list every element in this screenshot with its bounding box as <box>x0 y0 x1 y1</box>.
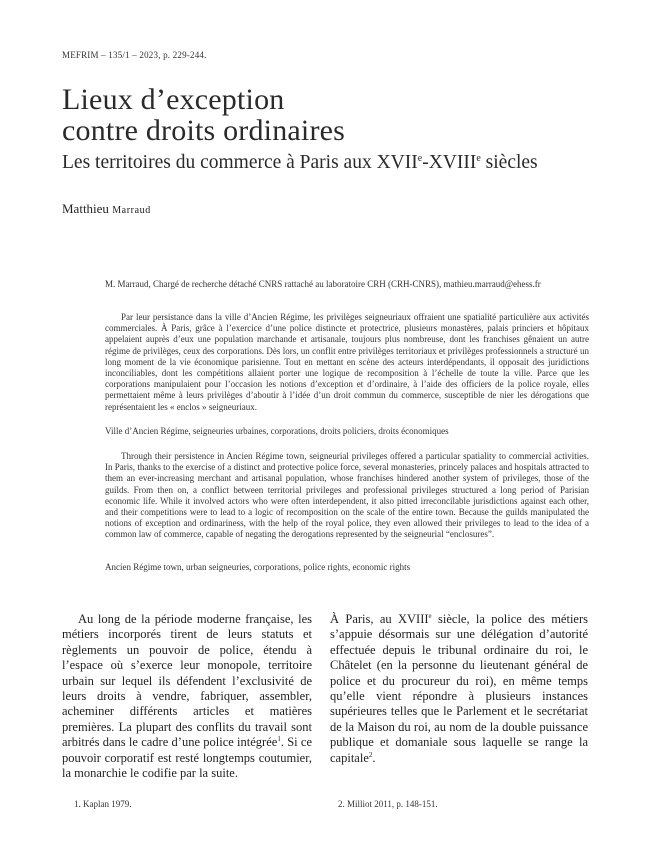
body-column-left <box>62 612 312 781</box>
title-line-1: Lieux d’exception <box>62 83 285 116</box>
subtitle-part-1: Les territoires du commerce à Paris aux XVII <box>62 152 418 173</box>
body-right-text-end: . <box>372 750 376 765</box>
body-right-text-a: À Paris, au XVIII <box>330 612 429 626</box>
author-name <box>62 201 151 217</box>
subtitle-sup-2: e <box>476 153 481 164</box>
body-left-text: Au long de la période moderne française, les métiers incorporés tirent de leurs statuts et règlements un pouvoir de police, étendu à l’espace où s’exerce leur monopole, territoire urbain sur lequel ils défendent l’exclusivité de leurs droits à vendre, fabriquer, assembler, acheminer différents articles et matières premières. La plupart des conflits du travail sont arbitrés dans le cadre d’une police intégrée <box>62 612 312 750</box>
keywords-french: Ville d’Ancien Régime, seigneuries urbaines, corporations, droits policiers, droits économiques <box>105 426 449 436</box>
subtitle-part-2: -XVIII <box>422 152 477 173</box>
footnote-1: 1. Kaplan 1979. <box>74 799 132 809</box>
author-affiliation: M. Marraud, Chargé de recherche détaché CNRS rattaché au laboratoire CRH (CRH-CNRS), mathieu.marraud@ehess.fr <box>105 279 541 289</box>
article-subtitle <box>62 152 538 174</box>
article-title <box>62 84 345 146</box>
footnote-ref-2[interactable]: 2 <box>368 750 373 759</box>
footnote-ref-1[interactable]: 1 <box>277 735 281 744</box>
title-line-2: contre droits ordinaires <box>62 114 346 147</box>
author-last-name: Marraud <box>112 205 151 216</box>
century-superscript: e <box>428 611 432 620</box>
abstract-english: Through their persistence in Ancien Régime town, seigneurial privileges offered a particular spatiality to commercial activities. In Paris, thanks to the exercise of a distinct and protective police force, several monasteries, princely palaces and hospitals attracted to them an ever-increasing merchant and artisanal population, whose franchises hindered another system of privileges, those of the guilds. From then on, a conflict between territorial privileges and professional privileges structured a long period of Parisian economic life. While it involved actors who were often interdependent, it also pitted irreconcilable jurisdictions against each other, and their competitions were to lead to a logic of recomposition on the scale of the entire town. Because the guilds manipulated the notions of exception and ordinariness, with the help of the royal police, they even allowed their privileges to lead to the idea of a common law of commerce, capable of negating the derogations represented by the seigneurial “enclosures”. <box>105 451 589 540</box>
footnote-2: 2. Milliot 2011, p. 148-151. <box>338 799 438 809</box>
subtitle-part-3: siècles <box>480 152 538 173</box>
body-column-right <box>330 612 588 766</box>
body-right-text-b: siècle, la police des métiers s’appuie désormais sur une délégation d’autorité effectuée depuis le tribunal ordinaire du roi, le Châtelet (en la personne du lieutenant général de police et du procureur du roi), en même temps qu’elle vient répondre à plusieurs instances supérieures telles que le Parlement et le secrétariat de la Maison du roi, au nom de la double puissance publique et domaniale sous laquelle se range la capitale <box>330 612 588 765</box>
journal-reference: MEFRIM – 135/1 – 2023, p. 229-244. <box>62 50 207 60</box>
author-first-name: Matthieu <box>62 201 109 216</box>
body-left-text-end: . Si ce pouvoir corporatif est resté longtemps coutumier, la monarchie le codifie par la suite. <box>62 735 312 781</box>
subtitle-sup-1: e <box>417 153 423 164</box>
keywords-english: Ancien Régime town, urban seigneuries, corporations, police rights, economic rights <box>105 562 411 572</box>
abstract-french: Par leur persistance dans la ville d’Ancien Régime, les privilèges seigneuriaux offraient une spatialité particulière aux activités commerciales. À Paris, grâce à l’exercice d’une police distincte et protectrice, plusieurs monastères, palais princiers et hôpitaux appelaient auprès d’eux une population marchande et artisanale, toujours plus nombreuse, dont les franchises gênaient un autre régime de privilèges, ceux des corporations. Dès lors, un conflit entre privilèges territoriaux et privilèges professionnels a structuré un long moment de la vie économique parisienne. Tout en mettant en scène des acteurs interdépendants, il opposait des juridictions inconciliables, dont les compétitions allaient porter une logique de recomposition à l’échelle de toute la ville. Parce que les corporations manipulaient pour l’occasion les notions d’exception et d’ordinaire, à l’aide des officiers de la police royale, elles permettaient même à leurs privilèges d’aboutir à l’idée d’un droit commun du commerce, susceptible de nier les dérogations que représentaient les « enclos » seigneuriaux. <box>105 312 589 412</box>
